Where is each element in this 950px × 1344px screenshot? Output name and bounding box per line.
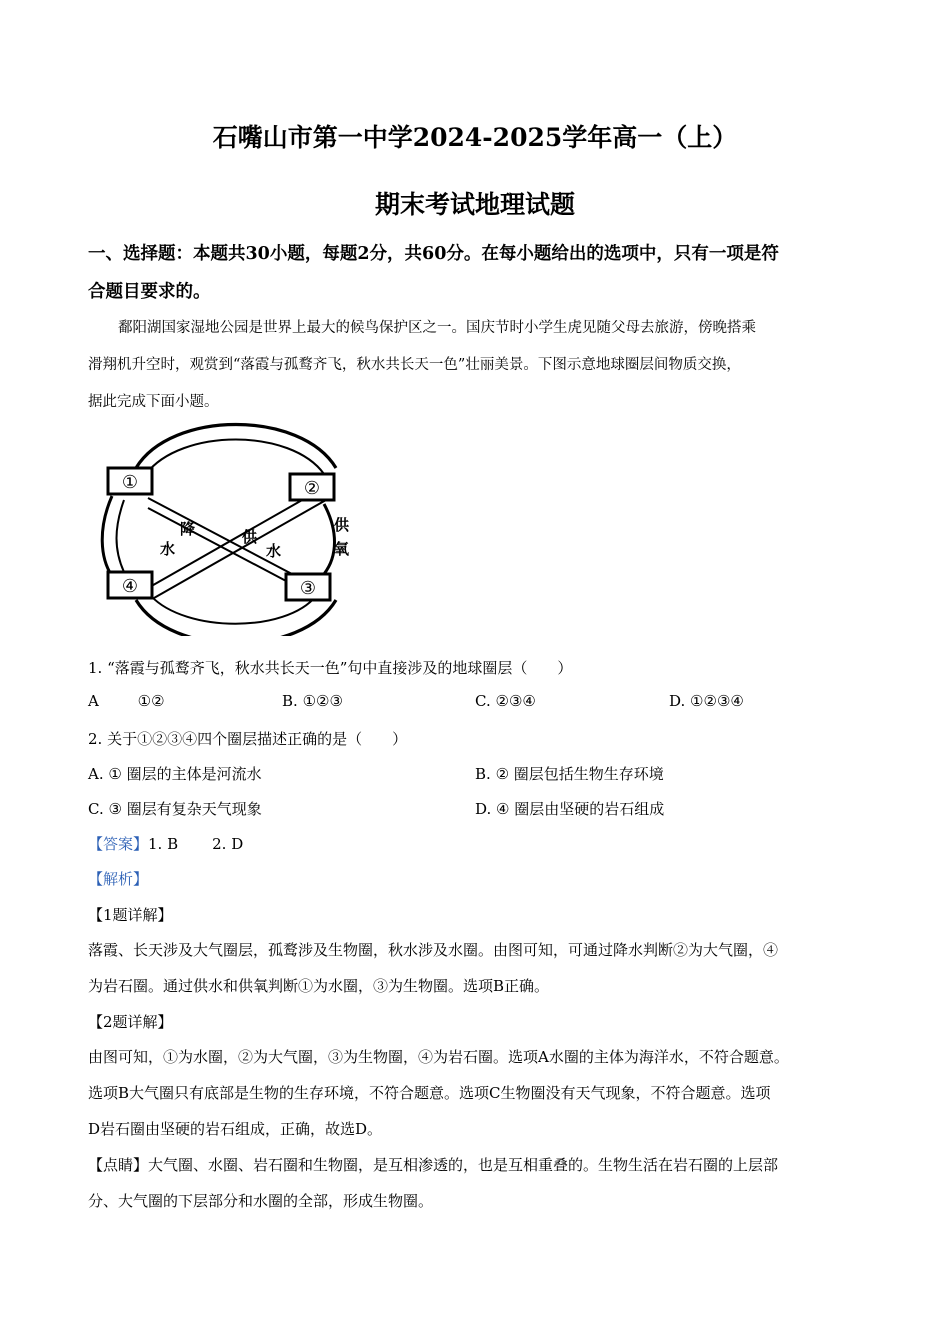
box-4-label: ④ bbox=[121, 576, 139, 597]
q1-option-a bbox=[88, 692, 165, 710]
option-text: ③ 圈层有复杂天气现象 bbox=[108, 800, 262, 818]
label-shui-right: 水 bbox=[266, 542, 282, 560]
answer-2: 2. D bbox=[212, 835, 244, 853]
q2-option-d bbox=[475, 798, 664, 819]
q1-stem: 1. “落霞与孤鹜齐飞，秋水共长天一色”句中直接涉及的地球圈层（ ） bbox=[88, 659, 573, 677]
passage-line2: 滑翔机升空时，观赏到“落霞与孤鹜齐飞，秋水共长天一色”壮丽美景。下图示意地球圈层间物质交换， bbox=[88, 357, 741, 373]
q2-stem: 2. 关于①②③④四个圈层描述正确的是（ ） bbox=[88, 730, 408, 748]
sphere-exchange-diagram bbox=[96, 418, 376, 636]
option-letter: D. bbox=[669, 692, 686, 710]
option-letter: D. bbox=[475, 800, 492, 818]
detail2-line1: 由图可知，①为水圈，②为大气圈，③为生物圈，④为岩石圈。选项A水圈的主体为海洋水，不符合题意。 bbox=[88, 1048, 789, 1066]
q1-option-d bbox=[669, 692, 744, 710]
detail1-line1: 落霞、长天涉及大气圈层，孤鹜涉及生物圈，秋水涉及水圈。由图可知，可通过降水判断②为大气圈，④ bbox=[88, 941, 779, 959]
box-1-label: ① bbox=[121, 472, 139, 493]
label-jiang: 降 bbox=[180, 520, 196, 538]
arc-top-outer bbox=[136, 425, 336, 469]
detail2-line2: 选项B大气圈只有底部是生物的生存环境，不符合题意。选项C生物圈没有天气现象，不符合题意。选项 bbox=[88, 1084, 771, 1102]
option-text: ①②③ bbox=[302, 692, 343, 710]
q1-option-b bbox=[282, 692, 343, 710]
arc-left-inner bbox=[117, 500, 125, 572]
passage-line1: 鄱阳湖国家湿地公园是世界上最大的候鸟保护区之一。国庆节时小学生虎见随父母去旅游，傍晚搭乘 bbox=[118, 320, 756, 336]
box-2-label: ② bbox=[303, 478, 321, 499]
q2-option-c bbox=[88, 798, 262, 819]
note-line1 bbox=[88, 1154, 778, 1175]
option-letter: B. bbox=[282, 692, 298, 710]
note-line2: 分、大气圈的下层部分和水圈的全部，形成生物圈。 bbox=[88, 1192, 434, 1210]
detail1-line2: 为岩石圈。通过供水和供氧判断①为水圈，③为生物圈。选项B正确。 bbox=[88, 977, 550, 995]
answer-tag: 【答案】 bbox=[88, 835, 149, 853]
page-subtitle: 期末考试地理试题 bbox=[374, 190, 575, 219]
q1-option-c bbox=[475, 692, 536, 710]
option-text: ④ 圈层由坚硬的岩石组成 bbox=[496, 800, 665, 818]
passage-line3: 据此完成下面小题。 bbox=[88, 394, 219, 410]
box-3-label: ③ bbox=[299, 578, 317, 599]
option-text: ①②③④ bbox=[690, 692, 744, 710]
note-tag: 【点睛】 bbox=[88, 1156, 149, 1174]
page-title: 石嘴山市第一中学2024-2025学年高一（上） bbox=[212, 123, 738, 152]
detail2-tag: 【2题详解】 bbox=[88, 1013, 173, 1031]
option-letter: C. bbox=[475, 692, 491, 710]
option-text: ①② bbox=[137, 692, 165, 710]
label-gong2: 供 bbox=[334, 516, 350, 534]
label-gong: 供 bbox=[242, 528, 258, 546]
detail2-line3: D岩石圈由坚硬的岩石组成，正确，故选D。 bbox=[88, 1120, 383, 1138]
q2-option-a bbox=[88, 763, 262, 784]
analysis-tag: 【解析】 bbox=[88, 870, 149, 888]
option-text: ② 圈层包括生物生存环境 bbox=[495, 765, 664, 783]
section-heading-line2: 合题目要求的。 bbox=[88, 282, 211, 302]
q2-option-b bbox=[475, 763, 664, 784]
option-letter: A bbox=[88, 692, 99, 710]
option-letter: A. bbox=[88, 765, 104, 783]
arc-right-outer bbox=[324, 504, 335, 574]
option-text: ②③④ bbox=[495, 692, 536, 710]
answer-1: 1. B bbox=[148, 835, 179, 853]
label-shui-left: 水 bbox=[160, 540, 176, 558]
section-heading-line1: 一、选择题：本题共30小题，每题2分，共60分。在每小题给出的选项中，只有一项是符 bbox=[88, 244, 779, 264]
arc-top-inner bbox=[146, 440, 324, 475]
arc-left-outer bbox=[102, 496, 112, 576]
option-text: ① 圈层的主体是河流水 bbox=[108, 765, 262, 783]
detail1-tag: 【1题详解】 bbox=[88, 906, 173, 924]
note-text: 大气圈、水圈、岩石圈和生物圈，是互相渗透的，也是互相重叠的。生物生活在岩石圈的上层部 bbox=[148, 1156, 779, 1174]
option-letter: C. bbox=[88, 800, 104, 818]
answer-line bbox=[88, 833, 243, 854]
option-letter: B. bbox=[475, 765, 491, 783]
label-yang: 氧 bbox=[334, 540, 350, 558]
